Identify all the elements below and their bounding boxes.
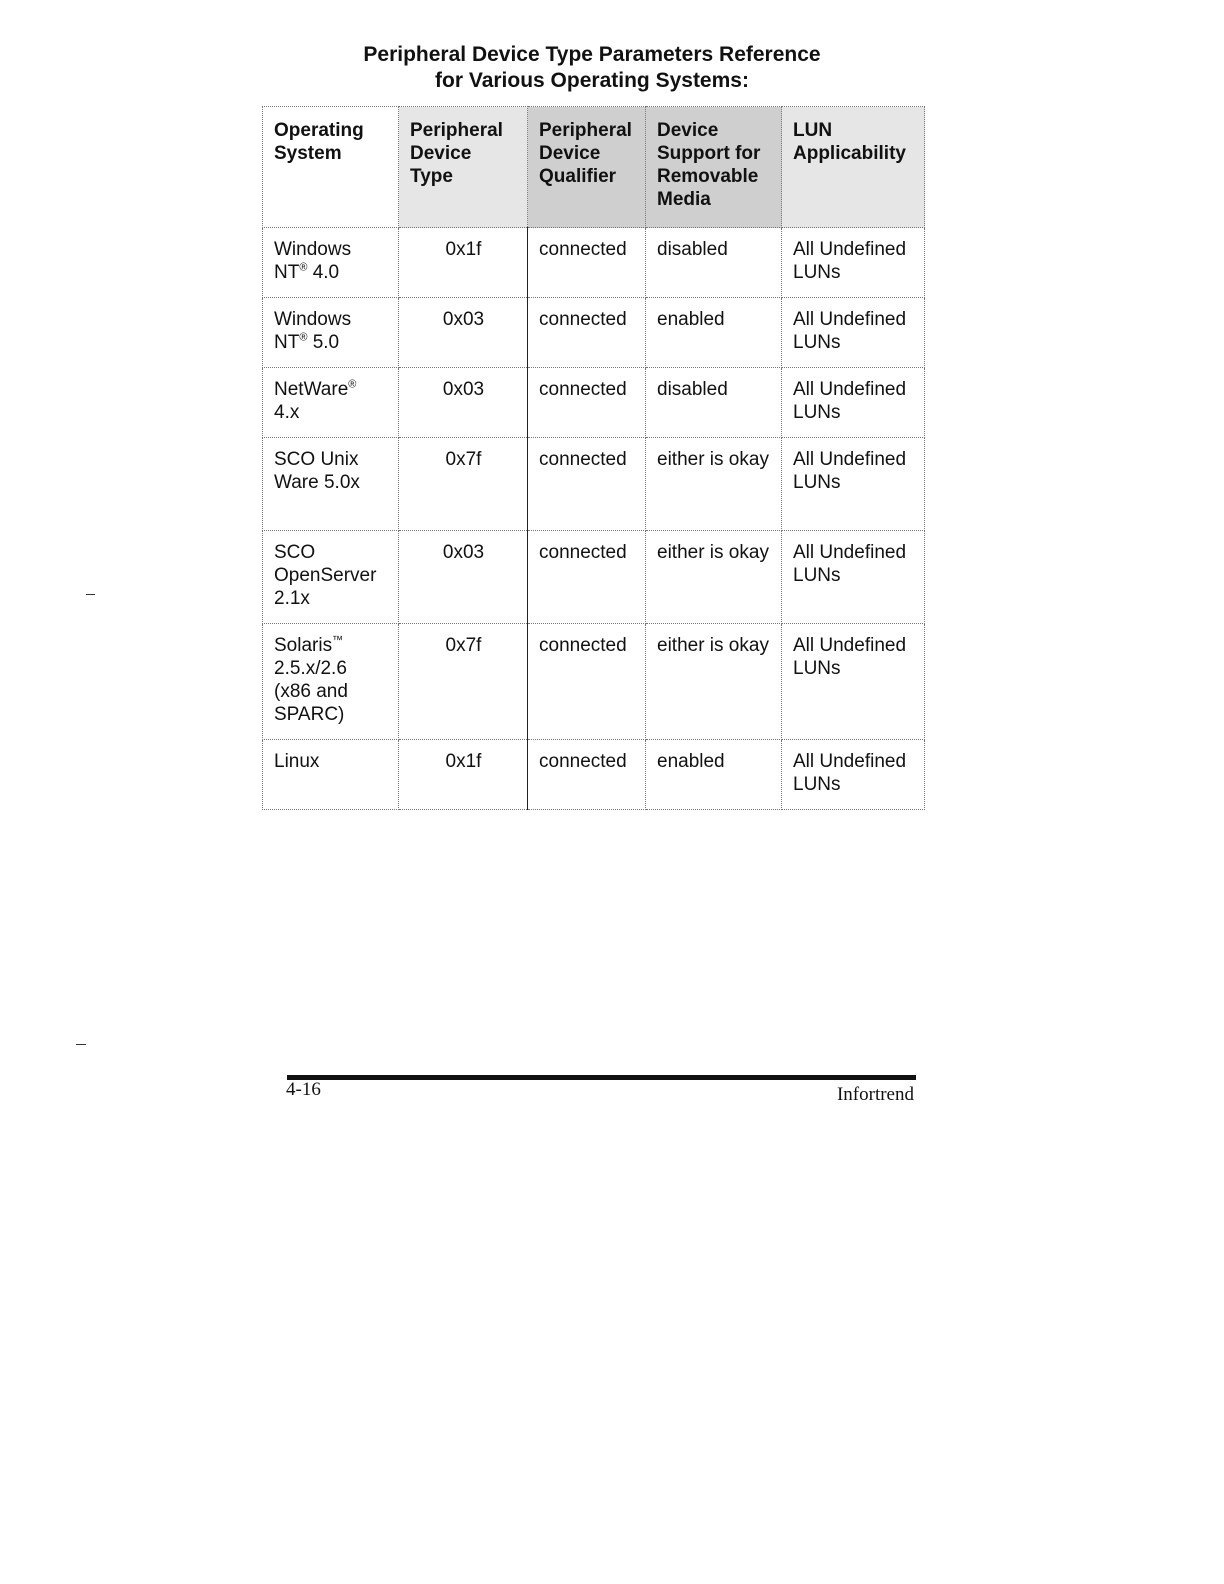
cell-lun: All Undefined LUNs: [782, 624, 925, 740]
peripheral-device-table: [262, 106, 925, 810]
margin-mark: [86, 594, 95, 595]
cell-removable-media: either is okay: [646, 531, 782, 624]
table-row: [263, 368, 925, 438]
table-row: [263, 531, 925, 624]
cell-lun: All Undefined LUNs: [782, 740, 925, 810]
cell-removable-media: enabled: [646, 740, 782, 810]
cell-lun: All Undefined LUNs: [782, 438, 925, 531]
cell-device-type: 0x7f: [399, 624, 528, 740]
cell-removable-media: either is okay: [646, 624, 782, 740]
title-line-1: Peripheral Device Type Parameters Reference: [363, 43, 821, 66]
cell-device-type: 0x7f: [399, 438, 528, 531]
page-number: 4-16: [286, 1079, 321, 1100]
page-title: [262, 42, 922, 94]
footer-brand: Infortrend: [836, 1084, 914, 1105]
cell-device-type: 0x03: [399, 368, 528, 438]
margin-mark: [76, 1044, 86, 1045]
cell-removable-media: disabled: [646, 228, 782, 298]
cell-qualifier: connected: [528, 438, 646, 531]
cell-device-type: 0x1f: [399, 228, 528, 298]
cell-os: NetWare® 4.x: [263, 368, 399, 438]
cell-os: SCO Unix Ware 5.0x: [263, 438, 399, 531]
header-peripheral-device-qualifier: Peripheral Device Qualifier: [528, 107, 646, 228]
table-row: [263, 438, 925, 531]
cell-device-type: 0x1f: [399, 740, 528, 810]
cell-os: Solaris™ 2.5.x/2.6 (x86 and SPARC): [263, 624, 399, 740]
cell-qualifier: connected: [528, 298, 646, 368]
cell-qualifier: connected: [528, 531, 646, 624]
header-lun-applicability: LUN Applicability: [782, 107, 925, 228]
cell-os: Windows NT® 5.0: [263, 298, 399, 368]
header-operating-system: Operating System: [263, 107, 399, 228]
title-line-2: for Various Operating Systems:: [435, 69, 749, 92]
header-peripheral-device-type: Peripheral Device Type: [399, 107, 528, 228]
cell-qualifier: connected: [528, 624, 646, 740]
cell-lun: All Undefined LUNs: [782, 228, 925, 298]
table-row: [263, 624, 925, 740]
cell-lun: All Undefined LUNs: [782, 298, 925, 368]
cell-os: SCO OpenServer 2.1x: [263, 531, 399, 624]
cell-device-type: 0x03: [399, 298, 528, 368]
cell-qualifier: connected: [528, 368, 646, 438]
cell-lun: All Undefined LUNs: [782, 531, 925, 624]
table-row: [263, 740, 925, 810]
cell-removable-media: enabled: [646, 298, 782, 368]
cell-removable-media: disabled: [646, 368, 782, 438]
cell-os: Windows NT® 4.0: [263, 228, 399, 298]
cell-lun: All Undefined LUNs: [782, 368, 925, 438]
table-row: [263, 298, 925, 368]
footer-rule: [287, 1075, 916, 1080]
cell-device-type: 0x03: [399, 531, 528, 624]
cell-os: Linux: [263, 740, 399, 810]
header-removable-media-support: Device Support for Removable Media: [646, 107, 782, 228]
cell-removable-media: either is okay: [646, 438, 782, 531]
cell-qualifier: connected: [528, 228, 646, 298]
table-header-row: [263, 107, 925, 228]
cell-qualifier: connected: [528, 740, 646, 810]
table-row: [263, 228, 925, 298]
